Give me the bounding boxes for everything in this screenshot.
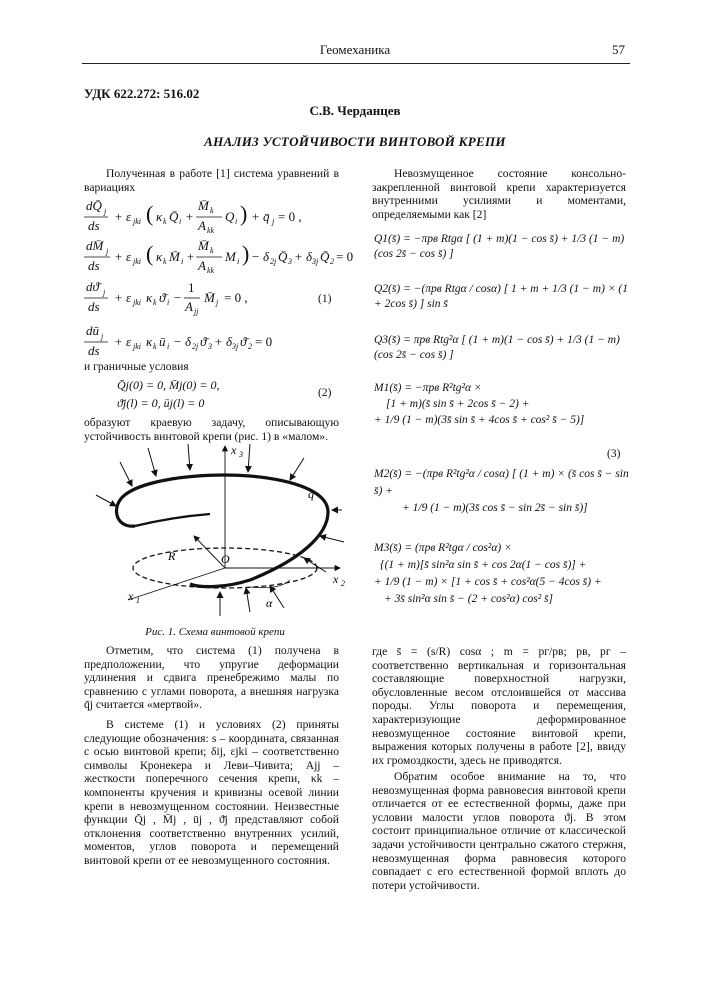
bc-intro: и граничные условия (84, 360, 189, 373)
svg-text:k: k (153, 342, 157, 351)
svg-text:− δ: − δ (251, 249, 270, 264)
svg-text:3: 3 (208, 342, 212, 351)
svg-text:1: 1 (136, 596, 140, 605)
svg-text:M: M (225, 249, 236, 264)
svg-text:Q̄: Q̄ (169, 209, 179, 224)
svg-text:3j: 3j (232, 342, 239, 351)
figure-caption: Рис. 1. Схема винтовой крепи (145, 626, 285, 638)
svg-text:jki: jki (133, 257, 141, 266)
svg-text:M̄: M̄ (198, 238, 209, 253)
helical-curve-start (135, 514, 210, 526)
svg-text:+: + (186, 249, 195, 264)
svg-text:+ ε: + ε (114, 290, 132, 305)
svg-text:2: 2 (248, 342, 252, 351)
svg-text:k: k (163, 217, 167, 226)
svg-text:2: 2 (330, 257, 334, 266)
right-where-text: где s̄ = (s/R) cosα ; m = pг/pв; pв, pг – соответственно вертикальная и горизонтальная составляющие поверхностной нагрузки, обусловленные весом отслоившейся от массива породы. Углы поворота и перемещения, характеризующие деформированное невозмущенное состояние винтовой крепи, выражения которых получены в работе [2], ввиду их громоздкости, здесь не приводятся. (372, 645, 626, 767)
svg-text:ds: ds (88, 258, 100, 273)
svg-text:Q̄: Q̄ (320, 249, 330, 264)
svg-text:κ: κ (156, 209, 163, 224)
svg-text:j: j (103, 288, 106, 297)
svg-text:dQ̄: dQ̄ (86, 198, 102, 213)
svg-text:jj: jj (194, 307, 199, 316)
boundary-conditions: Q̄j(0) = 0, M̄j(0) = 0, ϑ̄j(l) = 0, ūj(l) = 0 (117, 378, 220, 410)
label-x1: x (128, 589, 134, 603)
right-final-paragraph: Обратим особое внимание на то, что невозмущенная форма равновесия винтовой крепи отличается от ее естественной формы, даже при условии малости углов поворота ϑj. В этом состоит принципиальное отличие от классической задачи устойчивости центрально сжатого стержня, невозмущенная форма равновесия которого совпадает с его естественной формой вплоть до потери устойчивости. (372, 770, 626, 892)
header-rule (82, 63, 630, 64)
svg-text:3: 3 (288, 257, 292, 266)
svg-text:i: i (235, 217, 238, 226)
label-alpha: α (266, 596, 273, 610)
svg-text:− δ: − δ (173, 334, 192, 349)
svg-text:jki: jki (133, 217, 141, 226)
svg-text:2j: 2j (270, 257, 277, 266)
svg-text:kk: kk (207, 226, 215, 235)
equation-number-1: (1) (318, 293, 332, 305)
svg-text:dū: dū (86, 323, 99, 338)
axis-x1 (128, 568, 225, 600)
left-paragraph-2: В системе (1) и условиях (2) приняты следующие обозначения: s – координата, связанная с осью винтовой крепи; δij, εjki – соответственно символы Кронекера и Леви–Чивита; Ajj – жесткости поперечного сечения крепи, κk – компоненты кручения и кривизны осевой линии крепи в невозмущенном состоянии. Неизвестные функции Q̄j , M̄j , ūj , ϑ̄j представляют собой отклонения соответственно внутренних усилий, моментов, углов поворота и перемещений винтовой крепи от ее невозмущенного состояния. (84, 718, 339, 867)
svg-text:i: i (167, 342, 170, 351)
equation-number-3: (3) (607, 448, 621, 460)
page-number: 57 (612, 42, 625, 57)
svg-text:ϑ̄: ϑ̄ (200, 334, 207, 349)
svg-text:k: k (153, 298, 157, 307)
svg-text:i: i (167, 298, 170, 307)
svg-text:i: i (179, 217, 182, 226)
svg-text:+ δ: + δ (214, 334, 233, 349)
svg-text:j: j (106, 247, 109, 256)
formula-Q2: Q2(s̄) = −(πpв Rtgα / cosα) [ 1 + m + 1/3 (1 − m) × (1 + 2cos s̄) ] sin s̄ (374, 283, 628, 310)
svg-text:ds: ds (88, 343, 100, 358)
svg-text:j: j (104, 207, 107, 216)
svg-text:ds: ds (88, 299, 100, 314)
figure-helical-support (90, 440, 346, 620)
svg-text:+ ε: + ε (114, 334, 132, 349)
svg-text:ϑ̄: ϑ̄ (159, 290, 166, 305)
svg-text:k: k (210, 246, 214, 255)
svg-text:M̄: M̄ (169, 249, 180, 264)
svg-text:A: A (185, 299, 193, 314)
helical-curve (116, 475, 328, 587)
svg-text:+ ε: + ε (114, 249, 132, 264)
left-intro: Полученная в работе [1] система уравнений в вариациях (84, 167, 339, 194)
svg-text:= 0: = 0 (336, 249, 354, 264)
after-bc-text: образуют краевую задачу, описывающую устойчивость винтовой крепи (рис. 1) в «малом». (84, 416, 339, 443)
label-R: R (168, 549, 176, 563)
svg-text:ū: ū (159, 334, 166, 349)
svg-text:(: ( (146, 201, 154, 226)
svg-text:i: i (237, 257, 240, 266)
formula-Q1: Q1(s̄) = −πpв Rtgα [ (1 + m)(1 − cos s̄) + 1/3 (1 − m)(cos 2s̄ − cos s̄) ] (374, 233, 625, 260)
svg-text:+ ε: + ε (114, 209, 132, 224)
paper-title: АНАЛИЗ УСТОЙЧИВОСТИ ВИНТОВОЙ КРЕПИ (204, 134, 506, 149)
svg-text:k: k (210, 206, 214, 215)
svg-text:κ: κ (146, 334, 153, 349)
svg-text:+: + (185, 209, 194, 224)
svg-text:3: 3 (239, 450, 243, 459)
svg-text:j: j (101, 332, 104, 341)
svg-text:= 0 ,: = 0 , (278, 209, 302, 224)
svg-text:+ δ: + δ (294, 249, 313, 264)
formula-M2: M2(s̄) = −(πpв R²tg²α / cosα) [ (1 + m) × (s̄ cos s̄ − sin s̄) + + 1/9 (1 − m)(3s̄ cos s̄ − sin 2s̄ − sin s̄)] (374, 468, 629, 514)
svg-text:ϑ̄: ϑ̄ (240, 334, 247, 349)
right-intro: Невозмущенное состояние консольно-закрепленной винтовой крепи характеризуется внутренними усилиями и моментами, определяемыми как [2] (372, 167, 626, 221)
svg-text:+ q̄: + q̄ (251, 209, 270, 224)
svg-text:2j: 2j (192, 342, 199, 351)
equation-system-1 (84, 197, 354, 367)
svg-text:κ: κ (156, 249, 163, 264)
svg-text:Q̄: Q̄ (278, 249, 288, 264)
svg-text:j: j (272, 217, 275, 226)
formula-M3: M3(s̄) = (πpв R²tgα / cos²α) × {(1 + m)[s̄ sin²α sin s̄ + cos 2α(1 − cos s̄)] + + 1/9 (1 − m) × [1 + cos s̄ + cos²α(5 − 4cos s̄) + + 3s̄ sin²α sin s̄ − (2 + cos²α) cos² s̄] (374, 542, 602, 605)
svg-text:−: − (173, 290, 182, 305)
svg-text:1: 1 (188, 280, 195, 295)
svg-text:dM̄: dM̄ (86, 238, 104, 253)
svg-text:Q: Q (225, 209, 235, 224)
left-paragraph-1: Отметим, что система (1) получена в предположении, что упругие деформации удлинения и сдвига пренебрежимо малы по сравнению с углами поворота, а внешняя нагрузка q̄j считается «мертвой». (84, 644, 339, 712)
svg-text:dϑ̄: dϑ̄ (86, 279, 99, 294)
svg-text:i: i (181, 257, 184, 266)
svg-text:M̄: M̄ (198, 198, 209, 213)
svg-text:= 0 ,: = 0 , (224, 290, 248, 305)
svg-text:): ) (240, 201, 248, 226)
svg-text:3j: 3j (312, 257, 319, 266)
label-O: O (221, 552, 230, 566)
label-x2: x (333, 572, 339, 586)
udk-code: УДК 622.272: 516.02 (84, 86, 200, 101)
equation-number-2: (2) (318, 387, 332, 399)
author: С.В. Черданцев (309, 103, 401, 118)
svg-text:A: A (198, 258, 206, 273)
svg-text:M̄: M̄ (204, 290, 215, 305)
svg-text:ds: ds (88, 218, 100, 233)
formula-M1: M1(s̄) = −πpв R²tg²α × [1 + m)(s̄ sin s̄ + 2cos s̄ − 2) + + 1/9 (1 − m)(3s̄ sin s̄ + 4cos s̄ + cos² s̄ − 5)] (374, 382, 585, 426)
svg-text:A: A (198, 218, 206, 233)
svg-text:2: 2 (341, 579, 345, 588)
svg-text:j: j (216, 298, 219, 307)
svg-text:kk: kk (207, 266, 215, 275)
formula-Q3: Q3(s̄) = πpв Rtg²α [ (1 + m)(1 − cos s̄) + 1/3 (1 − m)(cos 2s̄ − cos s̄) ] (374, 334, 620, 361)
svg-text:= 0: = 0 (255, 334, 273, 349)
svg-text:jki: jki (133, 342, 141, 351)
svg-text:): ) (242, 241, 250, 266)
svg-text:(: ( (146, 241, 154, 266)
label-x3: x (231, 443, 237, 457)
svg-text:jki: jki (133, 298, 141, 307)
label-q: q (308, 487, 314, 501)
running-header: Геомеханика (319, 42, 391, 57)
svg-text:k: k (163, 257, 167, 266)
svg-text:κ: κ (146, 290, 153, 305)
